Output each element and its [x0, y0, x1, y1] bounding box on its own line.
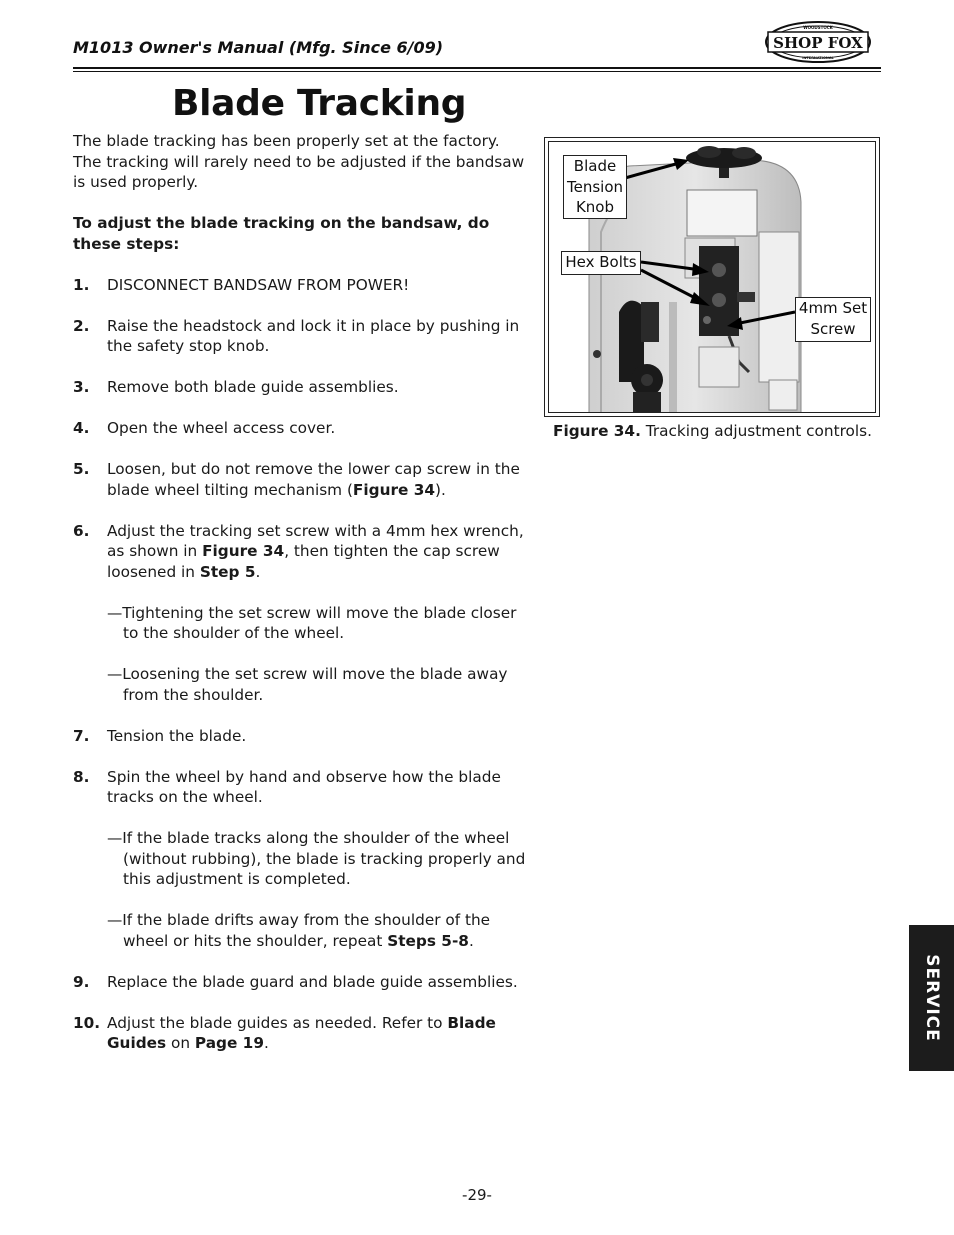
step-3: 3. Remove both blade guide assemblies. — [73, 378, 399, 396]
page-title: Blade Tracking — [172, 83, 467, 124]
svg-text:WOODSTOCK: WOODSTOCK — [803, 25, 833, 30]
step-6-note-loosen: —Loosening the set screw will move the blade away from the shoulder. — [107, 665, 508, 704]
page-number: -29- — [462, 1186, 492, 1204]
svg-text:INTERNATIONAL: INTERNATIONAL — [802, 56, 834, 60]
step-6: 6. Adjust the tracking set screw with a 4mm hex wrench, as shown in Figure 34, then tighten the cap screw loosened in Step 5. — [73, 521, 524, 581]
header-rule — [73, 67, 881, 69]
section-tab-service: SERVICE — [909, 925, 954, 1071]
shop-fox-logo — [764, 20, 872, 64]
step-8: 8. Spin the wheel by hand and observe how the blade tracks on the wheel. — [73, 767, 501, 806]
lead-in: To adjust the blade tracking on the bandsaw, do these steps: — [73, 214, 490, 253]
header-rule-thin — [73, 71, 881, 72]
figure-34-photo-area — [548, 141, 876, 413]
step-2: 2. Raise the headstock and lock it in place by pushing in the safety stop knob. — [73, 316, 520, 355]
manual-title: M1013 Owner's Manual (Mfg. Since 6/09) — [73, 38, 444, 57]
callout-blade-tension-knob: Blade Tension Knob — [563, 155, 627, 219]
callout-hex-bolts: Hex Bolts — [561, 251, 641, 275]
callout-4mm-set-screw: 4mm Set Screw — [795, 297, 871, 342]
instructions-column — [73, 131, 531, 1054]
step-9: 9. Replace the blade guard and blade guide assemblies. — [73, 972, 518, 991]
step-1: 1. DISCONNECT BANDSAW FROM POWER! — [73, 275, 410, 294]
step-5: 5. Loosen, but do not remove the lower cap screw in the blade wheel tilting mechanism (Figure 34). — [73, 460, 520, 499]
svg-text:SHOP FOX: SHOP FOX — [773, 34, 863, 52]
step-8-note-proper: —If the blade tracks along the shoulder of the wheel (without rubbing), the blade is tracking properly and this adjustment is completed. — [107, 829, 526, 888]
step-4: 4. Open the wheel access cover. — [73, 419, 336, 437]
step-7: 7. Tension the blade. — [73, 726, 247, 745]
figure-34 — [544, 137, 880, 417]
figure-caption: Figure 34. Tracking adjustment controls. — [553, 422, 873, 440]
intro-paragraph: The blade tracking has been properly set at the factory. The tracking will rarely need to be adjusted if the bandsaw is used properly. — [73, 132, 525, 191]
step-8-note-repeat: —If the blade drifts away from the shoulder of the wheel or hits the shoulder, repeat Steps 5-8. — [107, 911, 491, 950]
step-6-note-tighten: —Tightening the set screw will move the blade closer to the shoulder of the wheel. — [107, 603, 517, 642]
step-10: 10. Adjust the blade guides as needed. Refer to Blade Guides on Page 19. — [73, 1013, 496, 1052]
